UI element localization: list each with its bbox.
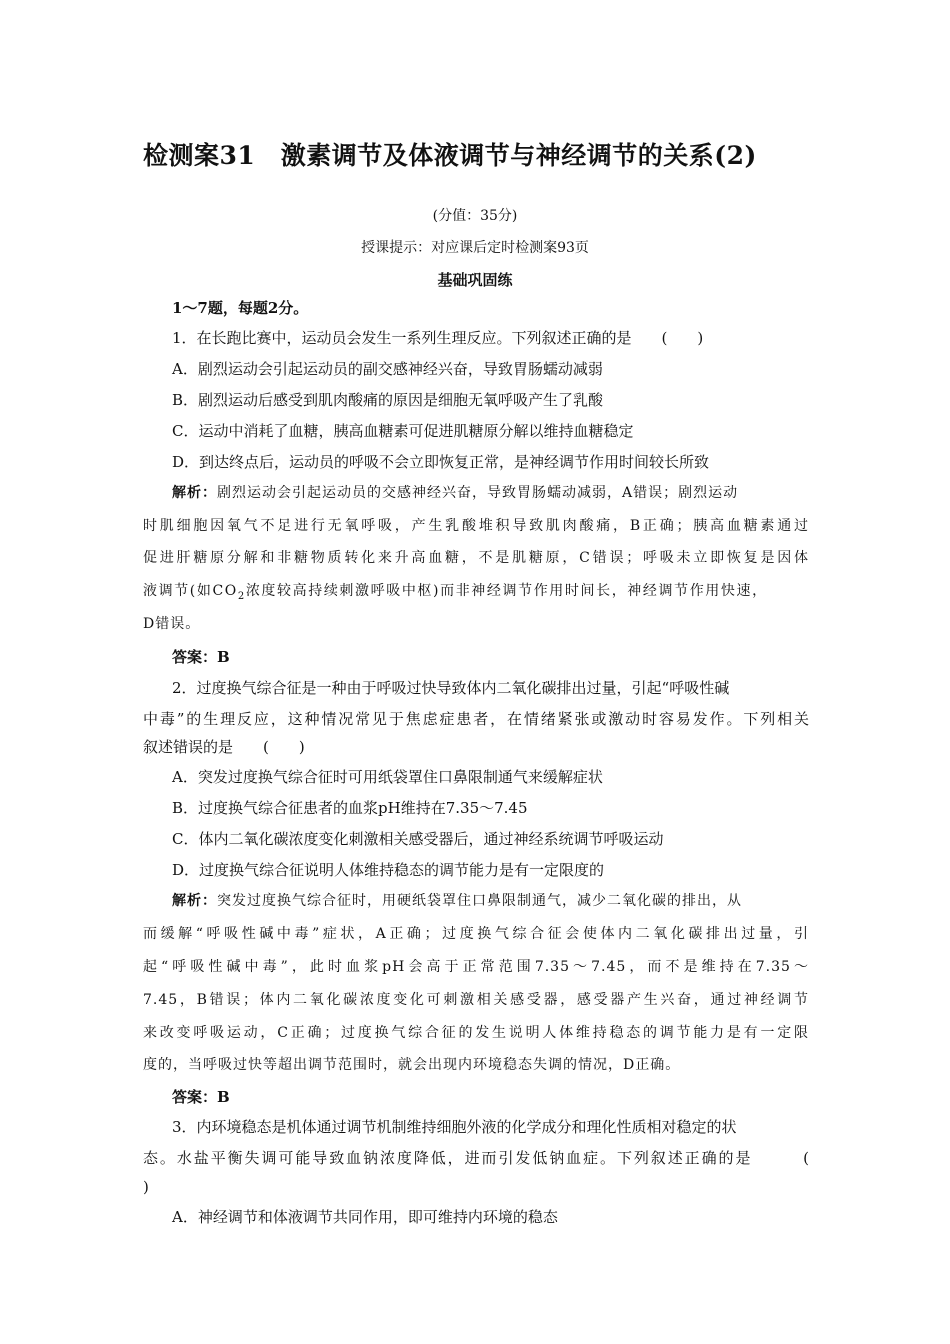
q2-option-d: D．过度换气综合征说明人体维持稳态的调节能力是有一定限度的 bbox=[172, 861, 605, 879]
q1-analysis-text-1: 剧烈运动会引起运动员的交感神经兴奋，导致胃肠蠕动减弱，A错误；剧烈运动 bbox=[217, 485, 739, 501]
q3-stem-line-2: 态。水盐平衡失调可能导致血钠浓度降低，进而引发低钠血症。下列叙述正确的是 ( bbox=[143, 1149, 809, 1167]
q1-analysis-line-5: D错误。 bbox=[143, 616, 201, 632]
q2-analysis-text-1: 突发过度换气综合征时，用硬纸袋罩住口鼻限制通气，减少二氧化碳的排出，从 bbox=[217, 893, 742, 909]
q2-analysis-label: 解析： bbox=[172, 893, 217, 909]
q1-analysis-line-4 bbox=[143, 581, 809, 607]
intro-line: 1～7题，每题2分。 bbox=[172, 299, 309, 317]
q1-option-d: D．到达终点后，运动员的呼吸不会立即恢复正常，是神经调节作用时间较长所致 bbox=[172, 453, 710, 471]
q3-stem-line-3: ) bbox=[143, 1178, 149, 1196]
q2-analysis-line-2: 而缓解“呼吸性碱中毒”症状，A正确；过度换气综合征会使体内二氧化碳排出过量，引 bbox=[143, 926, 809, 942]
q1-analysis-text-4b: 浓度较高持续刺激呼吸中枢)而非神经调节作用时间长，神经调节作用快速， bbox=[245, 583, 768, 599]
q1-analysis-subscript: 2 bbox=[237, 590, 246, 602]
q1-analysis-label: 解析： bbox=[172, 485, 217, 501]
q1-option-b: B．剧烈运动后感受到肌肉酸痛的原因是细胞无氧呼吸产生了乳酸 bbox=[172, 391, 604, 409]
teaching-hint: 授课提示：对应课后定时检测案93页 bbox=[361, 240, 589, 256]
q2-option-a: A．突发过度换气综合征时可用纸袋罩住口鼻限制通气来缓解症状 bbox=[172, 768, 603, 786]
q2-answer: 答案：B bbox=[172, 1088, 230, 1106]
q2-stem-line-2: 中毒”的生理反应，这种情况常见于焦虑症患者，在情绪紧张或激动时容易发作。下列相关 bbox=[143, 710, 809, 728]
q2-analysis-line-3: 起“呼吸性碱中毒”，此时血浆pH会高于正常范围7.35～7.45，而不是维持在7.35～ bbox=[143, 959, 809, 975]
score-note: (分值：35分) bbox=[432, 208, 518, 224]
q3-option-a: A．神经调节和体液调节共同作用，即可维持内环境的稳态 bbox=[172, 1208, 558, 1226]
q1-answer: 答案：B bbox=[172, 648, 230, 666]
q2-analysis-line-5: 来改变呼吸运动，C正确；过度换气综合征的发生说明人体维持稳态的调节能力是有一定限 bbox=[143, 1025, 809, 1041]
q2-analysis-line-1 bbox=[172, 891, 742, 911]
section-heading: 基础巩固练 bbox=[437, 271, 513, 289]
q3-stem-line-1: 3．内环境稳态是机体通过调节机制维持细胞外液的化学成分和理化性质相对稳定的状 bbox=[172, 1118, 737, 1136]
q2-analysis-line-6: 度的，当呼吸过快等超出调节范围时，就会出现内环境稳态失调的情况，D正确。 bbox=[143, 1057, 681, 1073]
q2-option-c: C．体内二氧化碳浓度变化刺激相关感受器后，通过神经系统调节呼吸运动 bbox=[172, 830, 664, 848]
q2-stem-line-3: 叙述错误的是 ( ) bbox=[143, 738, 305, 756]
q2-option-b: B．过度换气综合征患者的血浆pH维持在7.35～7.45 bbox=[172, 799, 528, 817]
q1-analysis-line-3: 促进肝糖原分解和非糖物质转化来升高血糖，不是肌糖原，C错误；呼吸未立即恢复是因体 bbox=[143, 550, 809, 566]
q1-option-c: C．运动中消耗了血糖，胰高血糖素可促进肌糖原分解以维持血糖稳定 bbox=[172, 422, 634, 440]
q1-stem: 1．在长跑比赛中，运动员会发生一系列生理反应。下列叙述正确的是 ( ) bbox=[172, 329, 704, 347]
q2-analysis-line-4: 7.45，B错误；体内二氧化碳浓度变化可刺激相关感受器，感受器产生兴奋，通过神经调节 bbox=[143, 992, 809, 1008]
q1-analysis-text-4a: 液调节(如CO bbox=[143, 583, 238, 599]
q1-analysis-line-1 bbox=[172, 483, 738, 503]
page-title: 检测案31 激素调节及体液调节与神经调节的关系(2) bbox=[143, 141, 757, 170]
q2-stem-line-1: 2．过度换气综合征是一种由于呼吸过快导致体内二氧化碳排出过量，引起“呼吸性碱 bbox=[172, 679, 730, 697]
q1-analysis-line-2: 时肌细胞因氧气不足进行无氧呼吸，产生乳酸堆积导致肌肉酸痛，B正确；胰高血糖素通过 bbox=[143, 518, 809, 534]
q1-option-a: A．剧烈运动会引起运动员的副交感神经兴奋，导致胃肠蠕动减弱 bbox=[172, 360, 603, 378]
